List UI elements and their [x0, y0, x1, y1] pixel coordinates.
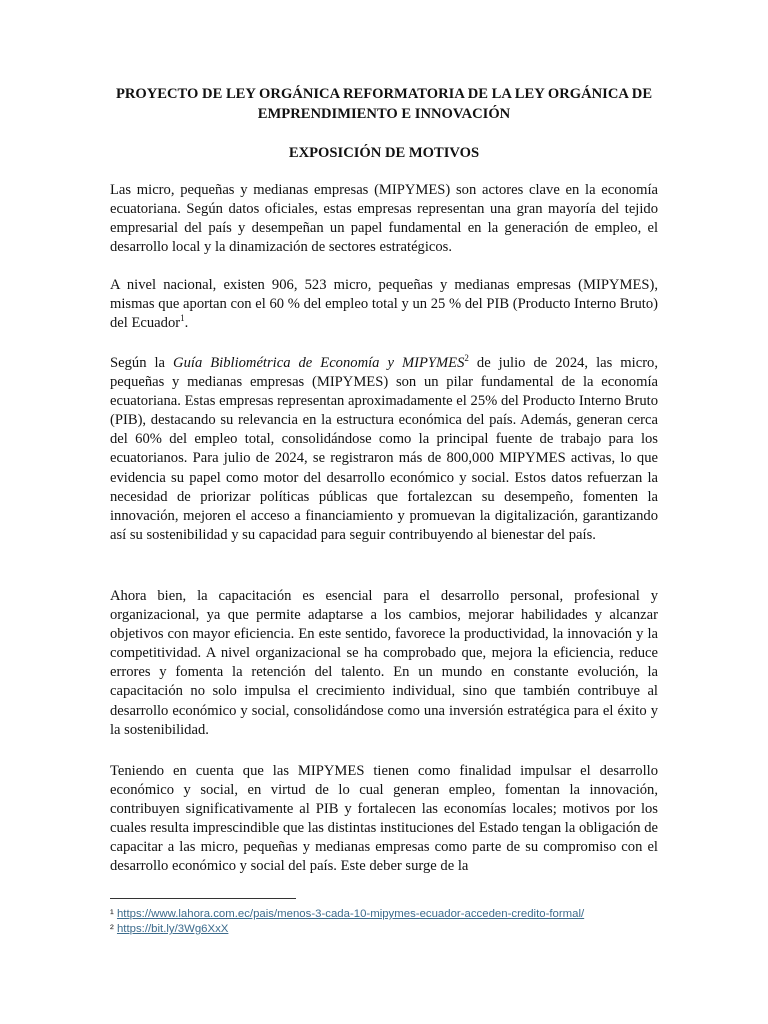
- paragraph-end: .: [184, 315, 189, 332]
- paragraph-state-obligation: Teniendo en cuenta que las MIPYMES tienen como finalidad impulsar el desarrollo económico y social, en virtud de lo cual generan empleo, fomentan la innovación, contribuyen significativamente al PIB y fortalecen las economías locales; motivos por los cuales resulta imprescindible que las distintas instituciones del Estado tengan la obligación de capacitar a las micro, pequeñas y medianas empresas como parte de su compromiso con el desarrollo económico y social del país. Este deber surge de la: [110, 763, 658, 875]
- footnote-1: [110, 907, 584, 921]
- footnote-mark: ¹: [110, 908, 114, 920]
- footnote-2: [110, 922, 228, 936]
- footnote-1-link[interactable]: https://www.lahora.com.ec/pais/menos-3-cada-10-mipymes-ecuador-acceden-credito-formal/: [116, 908, 585, 920]
- footnote-ref-2[interactable]: 2: [464, 353, 469, 364]
- paragraph-text-start: Según la: [110, 355, 174, 371]
- document-title: PROYECTO DE LEY ORGÁNICA REFORMATORIA DE LA LEY ORGÁNICA DE EMPRENDIMIENTO E INNOVACIÓN: [115, 86, 653, 122]
- paragraph-mipymes-intro: Las micro, pequeñas y medianas empresas (MIPYMES) son actores clave en la economía ecuatoriana. Según datos oficiales, estas empresas representan una gran mayoría del tejido empresarial del país y desempeñan un papel fundamental en la generación de empleo, el desarrollo local y la dinamización de sectores estratégicos.: [110, 182, 658, 256]
- footnote-separator: [110, 898, 296, 899]
- paragraph-text: A nivel nacional, existen 906, 523 micro, pequeñas y medianas empresas (MIPYMES), mismas que aportan con el 60 % del empleo total y un 25 % del PIB (Producto Interno Bruto) del Ecuador: [110, 277, 658, 332]
- footnote-ref-1[interactable]: 1: [180, 313, 185, 324]
- paragraph-training: Ahora bien, la capacitación es esencial para el desarrollo personal, profesional y organizacional, ya que permite adaptarse a los cambios, mejorar habilidades y alcanzar objetivos con mayor eficiencia. En este sentido, favorece la productividad, la innovación y la competitividad. A nivel organizacional se ha comprobado que, mejora la eficiencia, reduce errores y fomenta la retención del talento. En un mundo en constante evolución, la capacitación no solo impulsa el crecimiento individual, sino que también contribuye al desarrollo económico y social, consolidándose como una inversión estratégica para el éxito y la sostenibilidad.: [110, 588, 658, 738]
- cited-publication-title: Guía Bibliométrica de Economía y MIPYMES: [173, 355, 465, 371]
- paragraph-national-figures: [110, 276, 658, 333]
- footnote-2-link[interactable]: https://bit.ly/3Wg6XxX: [116, 923, 229, 935]
- paragraph-bibliometric-guide: [110, 354, 658, 545]
- section-heading: EXPOSICIÓN DE MOTIVOS: [288, 145, 480, 161]
- paragraph-text-rest: de julio de 2024, las micro, pequeñas y medianas empresas (MIPYMES) son un pilar fundamental de la economía ecuatoriana. Estas empresas representan aproximadamente el 25% del Producto Interno Bruto (PIB), destacando su relevancia en la estructura económica del país. Además, generan cerca del 60% del empleo total, consolidándose como la principal fuente de trabajo para los ecuatorianos. Para julio de 2024, se registraron más de 800,000 MIPYMES activas, lo que evidencia su papel como motor del desarrollo económico y social. Estos datos refuerzan la necesidad de priorizar políticas públicas que fortalezcan su desempeño, fomenten la innovación, mejoren el acceso a financiamiento y promuevan la digitalización, garantizando así su sostenibilidad y su capacidad para seguir contribuyendo al bienestar del país.: [110, 355, 658, 543]
- footnote-mark: ²: [110, 923, 114, 935]
